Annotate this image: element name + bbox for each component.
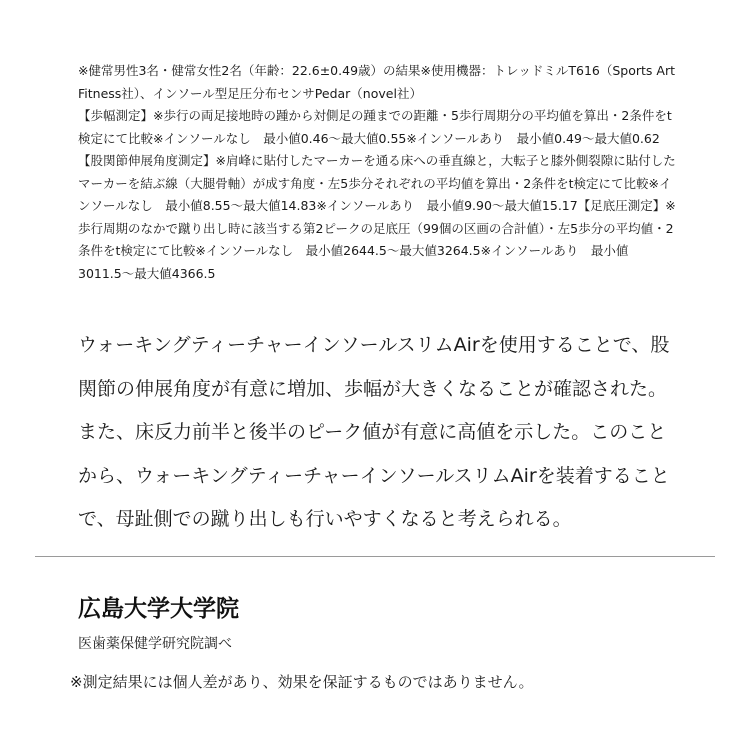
- university-name: 広島大学大学院: [78, 596, 239, 622]
- measurements-note: 【歩幅測定】※歩行の両足接地時の踵から対側足の踵までの距離・5歩行周期分の平均値を算出・2条件をt検定にて比較※インソールなし 最小値0.46〜最大値0.55※インソールあり 最小値0.49〜最大値0.62【股関節伸展角度測定】※肩峰に貼付したマーカーを通る床への垂直線と，大転子と膝外側裂隙に貼付したマーカーを結ぶ線（大腿骨軸）が成す角度・左5歩分それぞれの平均値を算出・2条件をt検定にて比較※インソールなし 最小値8.55〜最大値14.83※インソールあり 最小値9.90〜最大値15.17【足底圧測定】※歩行周期のなかで蹴り出し時に該当する第2ピークの足底圧（99個の区画の合計値）・左5歩分の平均値・2条件をt検定にて比較※インソールなし 最小値2644.5〜最大値3264.5※インソールあり 最小値3011.5〜最大値4366.5: [78, 108, 676, 281]
- disclaimer: ※測定結果には個人差があり、効果を保証するものではありません。: [70, 673, 534, 691]
- divider: [35, 556, 715, 557]
- department-name: 医歯薬保健学研究院調べ: [78, 636, 232, 652]
- result-summary: ウォーキングティーチャーインソールスリムAirを使用することで、股関節の伸展角度が有意に増加、歩幅が大きくなることが確認された。また、床反力前半と後半のピーク値が有意に高値を示した。このことから、ウォーキングティーチャーインソールスリムAirを装着することで、母趾側での蹴り出しも行いやすくなると考えられる。: [78, 334, 670, 530]
- study-notes: [78, 60, 678, 285]
- subjects-note: ※健常男性3名・健常女性2名（年齢：22.6±0.49歳）の結果※使用機器：トレッドミルT616（Sports Art Fitness社）、インソール型足圧分布センサPedar（novel社）: [78, 63, 675, 101]
